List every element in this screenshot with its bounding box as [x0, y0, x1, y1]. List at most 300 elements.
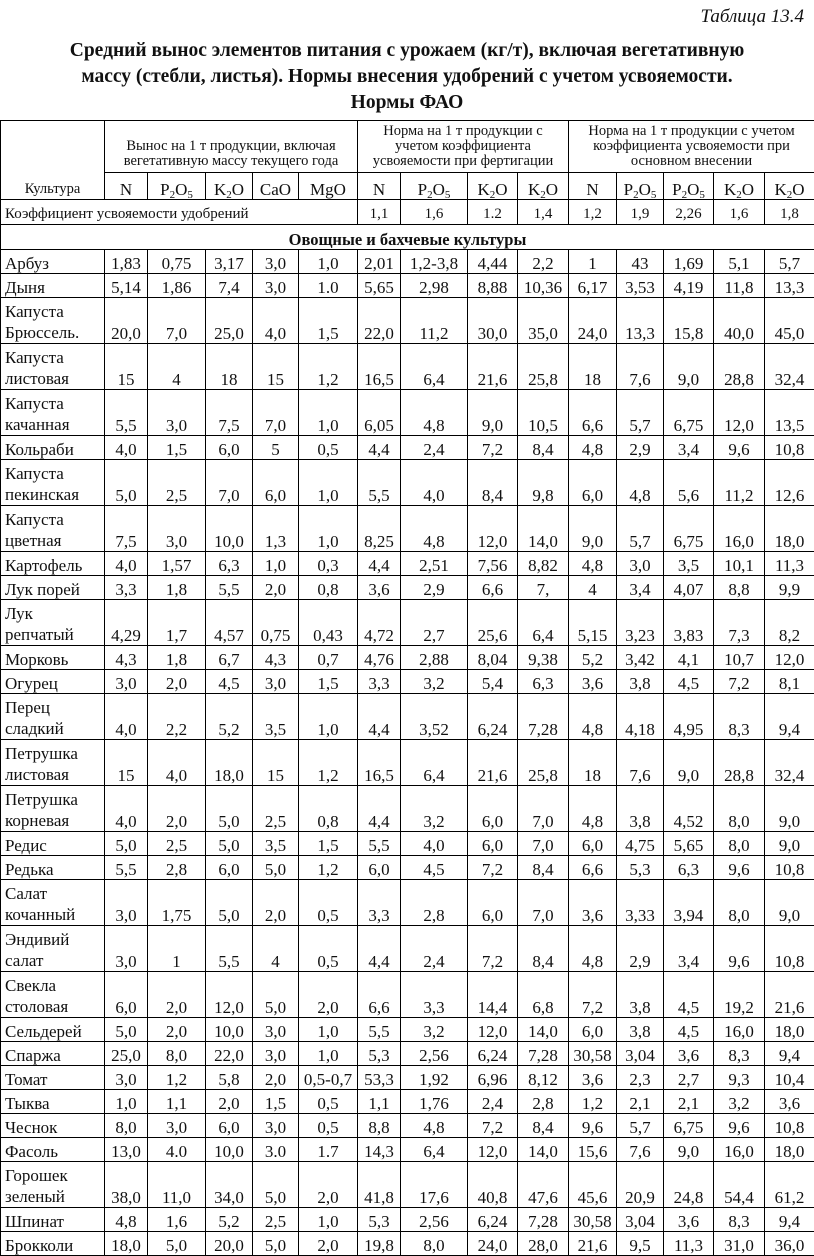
value-cell: 5,2 — [206, 1208, 253, 1232]
value-cell: 2,9 — [617, 436, 664, 460]
nutrient-header: $K_2O$ — [206, 173, 253, 200]
value-cell: 5,1 — [714, 250, 765, 274]
value-cell: 5 — [253, 436, 299, 460]
value-cell: 1,86 — [148, 274, 206, 298]
coef-cell: 1,9 — [617, 200, 664, 225]
value-cell: 1 — [569, 250, 617, 274]
title-line: Нормы ФАО — [0, 90, 814, 116]
value-cell: 18 — [569, 740, 617, 786]
value-cell: 3,53 — [617, 274, 664, 298]
value-cell: 1,5 — [148, 436, 206, 460]
value-cell: 3,2 — [401, 1018, 468, 1042]
value-cell: 14,0 — [518, 1138, 569, 1162]
value-cell: 6,75 — [664, 390, 714, 436]
value-cell: 3.0 — [253, 1138, 299, 1162]
value-cell: 24,8 — [664, 1162, 714, 1208]
value-cell: 4,0 — [105, 552, 148, 576]
value-cell: 1,57 — [148, 552, 206, 576]
value-cell: 7,0 — [148, 298, 206, 344]
value-cell: 4,8 — [617, 460, 664, 506]
value-cell: 1,5 — [299, 670, 358, 694]
value-cell: 3,4 — [664, 436, 714, 460]
coef-cell: 1,8 — [765, 200, 814, 225]
value-cell: 3,6 — [664, 1042, 714, 1066]
value-cell: 7,0 — [518, 880, 569, 926]
value-cell: 10,8 — [765, 856, 814, 880]
value-cell: 6,3 — [664, 856, 714, 880]
value-cell: 7,0 — [206, 460, 253, 506]
value-cell: 5,6 — [664, 460, 714, 506]
value-cell: 3,23 — [617, 600, 664, 646]
value-cell: 4,0 — [253, 298, 299, 344]
crop-name: Петрушка листовая — [1, 740, 105, 786]
value-cell: 54,4 — [714, 1162, 765, 1208]
value-cell: 2,56 — [401, 1208, 468, 1232]
value-cell: 22,0 — [358, 298, 401, 344]
value-cell: 7,2 — [468, 856, 518, 880]
value-cell: 2,98 — [401, 274, 468, 298]
value-cell: 6,6 — [358, 972, 401, 1018]
value-cell: 7,0 — [253, 390, 299, 436]
value-cell: 9,5 — [617, 1232, 664, 1256]
value-cell: 9,4 — [765, 694, 814, 740]
nutrient-header: $K_2O$ — [714, 173, 765, 200]
table-row — [1, 1208, 814, 1232]
crop-name: Морковь — [1, 646, 105, 670]
value-cell: 19,2 — [714, 972, 765, 1018]
value-cell: 3,3 — [358, 670, 401, 694]
value-cell: 21,6 — [468, 344, 518, 390]
value-cell: 3,3 — [105, 576, 148, 600]
value-cell: 2,0 — [299, 1232, 358, 1256]
value-cell: 24,0 — [468, 1232, 518, 1256]
value-cell: 1,8 — [148, 646, 206, 670]
value-cell: 8,8 — [714, 576, 765, 600]
value-cell: 7,6 — [617, 740, 664, 786]
crop-name: Эндивий салат — [1, 926, 105, 972]
crop-name: Огурец — [1, 670, 105, 694]
value-cell: 8,0 — [714, 786, 765, 832]
crop-name: Брокколи — [1, 1232, 105, 1256]
value-cell: 2,5 — [148, 832, 206, 856]
value-cell: 8,04 — [468, 646, 518, 670]
crop-name: Кольраби — [1, 436, 105, 460]
value-cell: 6,0 — [468, 832, 518, 856]
value-cell: 4,52 — [664, 786, 714, 832]
value-cell: 3,0 — [105, 926, 148, 972]
value-cell: 0,8 — [299, 576, 358, 600]
value-cell: 6,75 — [664, 1114, 714, 1138]
value-cell: 35,0 — [518, 298, 569, 344]
coef-cell: 1.2 — [468, 200, 518, 225]
value-cell: 16,0 — [714, 1018, 765, 1042]
value-cell: 3,4 — [664, 926, 714, 972]
value-cell: 10,36 — [518, 274, 569, 298]
value-cell: 3,4 — [617, 576, 664, 600]
value-cell: 5,0 — [105, 1018, 148, 1042]
value-cell: 4,4 — [358, 786, 401, 832]
crop-name: Тыква — [1, 1090, 105, 1114]
value-cell: 6,0 — [468, 786, 518, 832]
value-cell: 5,5 — [105, 856, 148, 880]
value-cell: 0,5 — [299, 1090, 358, 1114]
value-cell: 2,0 — [148, 1018, 206, 1042]
value-cell: 8,4 — [518, 436, 569, 460]
value-cell: 3,0 — [105, 670, 148, 694]
value-cell: 30,58 — [569, 1042, 617, 1066]
coef-label: Коэффициент усвояемости удобрений — [1, 200, 358, 225]
table-number: Таблица 13.4 — [701, 6, 804, 28]
value-cell: 3,33 — [617, 880, 664, 926]
value-cell: 7,6 — [617, 344, 664, 390]
value-cell: 0,5 — [299, 1114, 358, 1138]
value-cell: 2,51 — [401, 552, 468, 576]
value-cell: 5,0 — [105, 460, 148, 506]
value-cell: 45,6 — [569, 1162, 617, 1208]
table-row — [1, 506, 814, 552]
value-cell: 2,9 — [617, 926, 664, 972]
value-cell: 1,1 — [148, 1090, 206, 1114]
crop-name: Лук репчатый — [1, 600, 105, 646]
value-cell: 9,8 — [518, 460, 569, 506]
value-cell: 3,2 — [401, 670, 468, 694]
value-cell: 18,0 — [765, 1138, 814, 1162]
value-cell: 3,6 — [664, 1208, 714, 1232]
value-cell: 2,0 — [206, 1090, 253, 1114]
value-cell: 4,44 — [468, 250, 518, 274]
value-cell: 1,2 — [299, 344, 358, 390]
value-cell: 8,4 — [518, 926, 569, 972]
value-cell: 14,0 — [518, 506, 569, 552]
value-cell: 15 — [105, 344, 148, 390]
value-cell: 6,0 — [105, 972, 148, 1018]
value-cell: 7,2 — [468, 1114, 518, 1138]
value-cell: 4,95 — [664, 694, 714, 740]
table-row — [1, 740, 814, 786]
value-cell: 1,76 — [401, 1090, 468, 1114]
value-cell: 8,12 — [518, 1066, 569, 1090]
value-cell: 5,65 — [664, 832, 714, 856]
value-cell: 8,8 — [358, 1114, 401, 1138]
value-cell: 14,0 — [518, 1018, 569, 1042]
value-cell: 4,5 — [664, 1018, 714, 1042]
value-cell: 4,3 — [253, 646, 299, 670]
value-cell: 4,8 — [569, 694, 617, 740]
coef-cell: 1,6 — [401, 200, 468, 225]
value-cell: 9,6 — [714, 1114, 765, 1138]
value-cell: 6,8 — [518, 972, 569, 1018]
value-cell: 0,8 — [299, 786, 358, 832]
value-cell: 8,4 — [468, 460, 518, 506]
value-cell: 6,7 — [206, 646, 253, 670]
value-cell: 5,0 — [253, 856, 299, 880]
value-cell: 25,0 — [105, 1042, 148, 1066]
value-cell: 9,0 — [765, 832, 814, 856]
value-cell: 9,4 — [765, 1042, 814, 1066]
value-cell: 16,5 — [358, 740, 401, 786]
value-cell: 25,0 — [206, 298, 253, 344]
table-row — [1, 552, 814, 576]
value-cell: 15,6 — [569, 1138, 617, 1162]
value-cell: 12,0 — [468, 506, 518, 552]
value-cell: 3,04 — [617, 1042, 664, 1066]
table-row — [1, 646, 814, 670]
crop-name: Капуста Брюссель. — [1, 298, 105, 344]
value-cell: 2,0 — [148, 670, 206, 694]
header-group-fertigation: Норма на 1 т продукции с учетом коэффициента усвояемости при фертигации — [358, 121, 569, 173]
value-cell: 5,5 — [358, 460, 401, 506]
nutrient-header: N — [105, 173, 148, 200]
value-cell: 8,0 — [105, 1114, 148, 1138]
crop-name: Арбуз — [1, 250, 105, 274]
value-cell: 5,0 — [253, 1162, 299, 1208]
value-cell: 2,56 — [401, 1042, 468, 1066]
value-cell: 2,8 — [518, 1090, 569, 1114]
value-cell: 13,3 — [617, 298, 664, 344]
table-row — [1, 880, 814, 926]
value-cell: 4,8 — [105, 1208, 148, 1232]
value-cell: 45,0 — [765, 298, 814, 344]
value-cell: 5,4 — [468, 670, 518, 694]
table-row — [1, 1162, 814, 1208]
crop-name: Перец сладкий — [1, 694, 105, 740]
value-cell: 1,0 — [299, 1208, 358, 1232]
value-cell: 0,43 — [299, 600, 358, 646]
value-cell: 7,28 — [518, 694, 569, 740]
value-cell: 12,0 — [714, 390, 765, 436]
value-cell: 3,0 — [253, 250, 299, 274]
value-cell: 7,28 — [518, 1042, 569, 1066]
crop-name: Картофель — [1, 552, 105, 576]
value-cell: 6,4 — [518, 600, 569, 646]
value-cell: 1,0 — [299, 694, 358, 740]
value-cell: 5,0 — [206, 880, 253, 926]
value-cell: 3,3 — [358, 880, 401, 926]
table-row — [1, 1138, 814, 1162]
value-cell: 8,3 — [714, 1042, 765, 1066]
value-cell: 7,3 — [714, 600, 765, 646]
value-cell: 7,4 — [206, 274, 253, 298]
value-cell: 0,5-0,7 — [299, 1066, 358, 1090]
value-cell: 0,5 — [299, 880, 358, 926]
value-cell: 15 — [253, 344, 299, 390]
value-cell: 4,5 — [664, 972, 714, 1018]
value-cell: 1,1 — [358, 1090, 401, 1114]
nutrient-table — [0, 120, 814, 1256]
value-cell: 21,6 — [569, 1232, 617, 1256]
value-cell: 1,2 — [299, 856, 358, 880]
value-cell: 5,5 — [206, 576, 253, 600]
value-cell: 5,65 — [358, 274, 401, 298]
value-cell: 4,5 — [401, 856, 468, 880]
value-cell: 11,2 — [714, 460, 765, 506]
value-cell: 6,24 — [468, 1208, 518, 1232]
value-cell: 0,75 — [253, 600, 299, 646]
value-cell: 3,5 — [253, 694, 299, 740]
value-cell: 38,0 — [105, 1162, 148, 1208]
value-cell: 9,6 — [714, 926, 765, 972]
value-cell: 14,4 — [468, 972, 518, 1018]
value-cell: 3,42 — [617, 646, 664, 670]
value-cell: 1 — [148, 926, 206, 972]
coef-cell: 1,4 — [518, 200, 569, 225]
crop-name: Шпинат — [1, 1208, 105, 1232]
nutrient-header: $K_2O$ — [518, 173, 569, 200]
crop-name: Петрушка корневая — [1, 786, 105, 832]
value-cell: 8,0 — [714, 832, 765, 856]
value-cell: 10,1 — [714, 552, 765, 576]
value-cell: 6,6 — [569, 856, 617, 880]
value-cell: 12,0 — [765, 646, 814, 670]
table-row — [1, 694, 814, 740]
value-cell: 2,8 — [401, 880, 468, 926]
value-cell: 40,0 — [714, 298, 765, 344]
value-cell: 4,8 — [569, 436, 617, 460]
value-cell: 6,75 — [664, 506, 714, 552]
value-cell: 2,0 — [299, 972, 358, 1018]
table-row — [1, 460, 814, 506]
value-cell: 3,8 — [617, 786, 664, 832]
table-row — [1, 1090, 814, 1114]
value-cell: 3,6 — [358, 576, 401, 600]
value-cell: 1,0 — [105, 1090, 148, 1114]
value-cell: 3,17 — [206, 250, 253, 274]
value-cell: 8,0 — [714, 880, 765, 926]
coef-cell: 1,6 — [714, 200, 765, 225]
value-cell: 2,7 — [664, 1066, 714, 1090]
value-cell: 4,0 — [105, 694, 148, 740]
value-cell: 4,0 — [401, 460, 468, 506]
value-cell: 18 — [206, 344, 253, 390]
value-cell: 13,0 — [105, 1138, 148, 1162]
value-cell: 5,8 — [206, 1066, 253, 1090]
value-cell: 1,0 — [299, 250, 358, 274]
crop-name: Капуста цветная — [1, 506, 105, 552]
value-cell: 5,5 — [105, 390, 148, 436]
value-cell: 34,0 — [206, 1162, 253, 1208]
value-cell: 6,6 — [569, 390, 617, 436]
value-cell: 1,0 — [299, 390, 358, 436]
value-cell: 2,9 — [401, 576, 468, 600]
value-cell: 7,0 — [518, 786, 569, 832]
crop-name: Капуста пекинская — [1, 460, 105, 506]
value-cell: 4 — [148, 344, 206, 390]
value-cell: 25,8 — [518, 344, 569, 390]
value-cell: 47,6 — [518, 1162, 569, 1208]
value-cell: 5,2 — [569, 646, 617, 670]
value-cell: 2,0 — [148, 786, 206, 832]
value-cell: 28,0 — [518, 1232, 569, 1256]
value-cell: 2,3 — [617, 1066, 664, 1090]
value-cell: 6,0 — [569, 832, 617, 856]
value-cell: 10,8 — [765, 436, 814, 460]
table-row — [1, 344, 814, 390]
value-cell: 7,2 — [468, 926, 518, 972]
value-cell: 6,0 — [468, 880, 518, 926]
value-cell: 4,8 — [569, 786, 617, 832]
value-cell: 8,4 — [518, 856, 569, 880]
value-cell: 6,0 — [569, 460, 617, 506]
value-cell: 4,8 — [401, 390, 468, 436]
value-cell: 4,07 — [664, 576, 714, 600]
value-cell: 1,2 — [569, 1090, 617, 1114]
value-cell: 6,0 — [206, 436, 253, 460]
value-cell: 9,0 — [765, 786, 814, 832]
value-cell: 15,8 — [664, 298, 714, 344]
coef-cell: 1,2 — [569, 200, 617, 225]
value-cell: 4,3 — [105, 646, 148, 670]
section-title: Овощные и бахчевые культуры — [1, 225, 814, 250]
nutrient-header: $P_2O_5$ — [401, 173, 468, 200]
crop-name: Лук порей — [1, 576, 105, 600]
value-cell: 5,0 — [253, 972, 299, 1018]
nutrient-header: N — [569, 173, 617, 200]
value-cell: 5,0 — [105, 832, 148, 856]
value-cell: 1,0 — [299, 506, 358, 552]
value-cell: 11,0 — [148, 1162, 206, 1208]
value-cell: 0,3 — [299, 552, 358, 576]
value-cell: 5,7 — [617, 1114, 664, 1138]
value-cell: 4,0 — [105, 436, 148, 460]
value-cell: 9,0 — [664, 344, 714, 390]
value-cell: 1,2-3,8 — [401, 250, 468, 274]
value-cell: 3,2 — [401, 786, 468, 832]
value-cell: 8,3 — [714, 694, 765, 740]
value-cell: 7,2 — [569, 972, 617, 1018]
value-cell: 1,2 — [299, 740, 358, 786]
value-cell: 18,0 — [105, 1232, 148, 1256]
value-cell: 41,8 — [358, 1162, 401, 1208]
value-cell: 2,5 — [253, 786, 299, 832]
value-cell: 5,5 — [358, 1018, 401, 1042]
table-row — [1, 250, 814, 274]
value-cell: 3,6 — [569, 1066, 617, 1090]
value-cell: 5,5 — [358, 832, 401, 856]
value-cell: 18 — [569, 344, 617, 390]
value-cell: 4,75 — [617, 832, 664, 856]
table-row — [1, 298, 814, 344]
value-cell: 1,83 — [105, 250, 148, 274]
header-group-basic: Норма на 1 т продукции с учетом коэффициента усвояемости при основном внесении — [569, 121, 814, 173]
value-cell: 7,5 — [206, 390, 253, 436]
value-cell: 13,5 — [765, 390, 814, 436]
value-cell: 9,38 — [518, 646, 569, 670]
value-cell: 6,96 — [468, 1066, 518, 1090]
value-cell: 3,04 — [617, 1208, 664, 1232]
value-cell: 6,0 — [206, 1114, 253, 1138]
value-cell: 30,0 — [468, 298, 518, 344]
value-cell: 6,05 — [358, 390, 401, 436]
value-cell: 43 — [617, 250, 664, 274]
value-cell: 28,8 — [714, 740, 765, 786]
value-cell: 11,3 — [765, 552, 814, 576]
value-cell: 17,6 — [401, 1162, 468, 1208]
value-cell: 4,5 — [664, 670, 714, 694]
nutrient-header: MgO — [299, 173, 358, 200]
value-cell: 7,6 — [617, 1138, 664, 1162]
value-cell: 18,0 — [206, 740, 253, 786]
value-cell: 3,8 — [617, 670, 664, 694]
value-cell: 8,88 — [468, 274, 518, 298]
value-cell: 15 — [105, 740, 148, 786]
coef-cell: 2,26 — [664, 200, 714, 225]
value-cell: 25,8 — [518, 740, 569, 786]
table-row — [1, 576, 814, 600]
coef-cell: 1,1 — [358, 200, 401, 225]
value-cell: 7,2 — [468, 436, 518, 460]
value-cell: 6,4 — [401, 1138, 468, 1162]
value-cell: 3,6 — [765, 1090, 814, 1114]
